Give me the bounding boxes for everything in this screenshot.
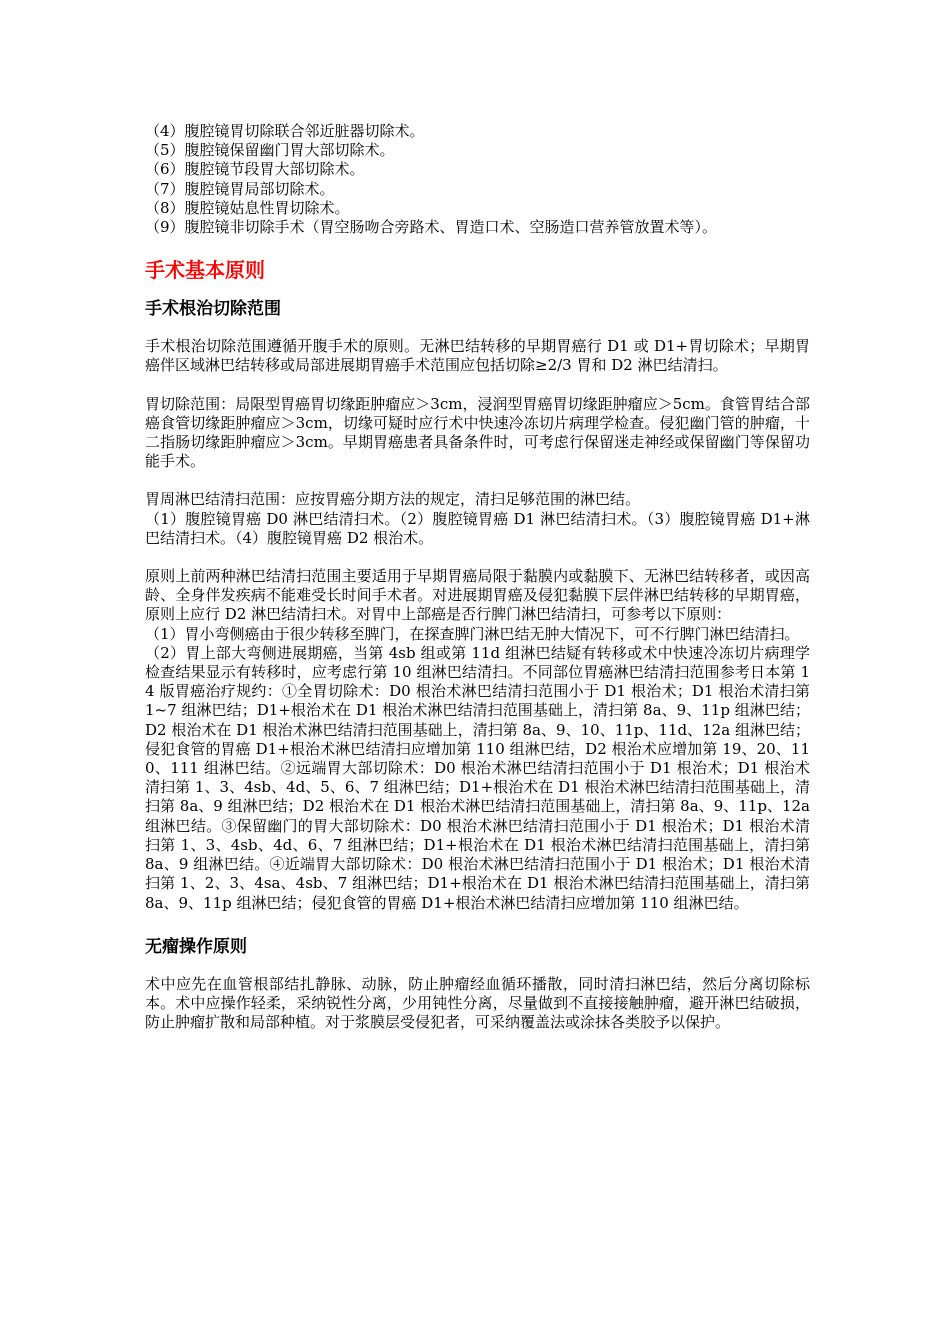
paragraph-lymph-node-types: （1）腹腔镜胃癌 D0 淋巴结清扫术。（2）腹腔镜胃癌 D1 淋巴结清扫术。（3）腹腔镜胃癌 D1+淋巴结清扫术。（4）腹腔镜胃癌 D2 根治术。	[145, 509, 810, 547]
list-item: （6）腹腔镜节段胃大部切除术。	[145, 160, 365, 179]
list-item: （7）腹腔镜胃局部切除术。	[145, 179, 335, 198]
paragraph-lesser-curvature: （1）胃小弯侧癌由于很少转移至脾门，在探查脾门淋巴结无肿大情况下，可不行脾门淋巴结清扫。	[145, 624, 800, 643]
document-page	[145, 122, 810, 1032]
list-item: （9）腹腔镜非切除手术（胃空肠吻合旁路术、胃造口术、空肠造口营养管放置术等）。	[145, 218, 718, 237]
list-item: （8）腹腔镜姑息性胃切除术。	[145, 198, 350, 217]
subsection-heading-tumor-free: 无瘤操作原则	[145, 936, 247, 957]
list-item: （5）腹腔镜保留幽门胃大部切除术。	[145, 141, 395, 160]
procedure-list	[145, 122, 810, 237]
paragraph-lymph-node-range: 胃周淋巴结清扫范围：应按胃癌分期方法的规定，清扫足够范围的淋巴结。	[145, 490, 641, 509]
subsection-heading-radical-resection: 手术根治切除范围	[145, 299, 281, 320]
paragraph-greater-curvature: （2）胃上部大弯侧进展期癌，当第 4sb 组或第 11d 组淋巴结疑有转移或术中快速冷冻切片病理学检查结果显示有转移时，应考虑行第 10 组淋巴结清扫。不同部位胃癌淋巴结清扫范围参考日本第 14 版胃癌治疗规约：①全胃切除术：D0 根治术淋巴结清扫范围小于 D1 根治术；D1 根治术清扫第 1~7 组淋巴结；D1+根治术在 D1 根治术淋巴结清扫范围基础上，清扫第 8a、9、11p 组淋巴结；D2 根治术在 D1 根治术淋巴结清扫范围基础上，清扫第 8a、9、10、11p、11d、12a 组淋巴结；侵犯食管的胃癌 D1+根治术淋巴结清扫应增加第 110 组淋巴结，D2 根治术应增加第 19、20、110、111 组淋巴结。②远端胃大部切除术：D0 根治术淋巴结清扫范围小于 D1 根治术；D1 根治术清扫第 1、3、4sb、4d、5、6、7 组淋巴结；D1+根治术在 D1 根治术淋巴结清扫范围基础上，清扫第 8a、9 组淋巴结；D2 根治术在 D1 根治术淋巴结清扫范围基础上，清扫第 8a、9、11p、12a 组淋巴结。③保留幽门的胃大部切除术：D0 根治术淋巴结清扫范围小于 D1 根治术；D1 根治术清扫第 1、3、4sb、4d、6、7 组淋巴结；D1+根治术在 D1 根治术淋巴结清扫范围基础上，清扫第 8a、9 组淋巴结。④近端胃大部切除术：D0 根治术淋巴结清扫范围小于 D1 根治术；D1 根治术清扫第 1、2、3、4sa、4sb、7 组淋巴结；D1+根治术在 D1 根治术淋巴结清扫范围基础上，清扫第 8a、9、11p 组淋巴结；侵犯食管的胃癌 D1+根治术淋巴结清扫应增加第 110 组淋巴结。	[145, 643, 810, 912]
paragraph-dissection-indications: 原则上前两种淋巴结清扫范围主要适用于早期胃癌局限于黏膜内或黏膜下、无淋巴结转移者，或因高龄、全身伴发疾病不能难受长时间手术者。对进展期胃癌及侵犯黏膜下层伴淋巴结转移的早期胃癌，原则上应行 D2 淋巴结清扫术。对胃中上部癌是否行脾门淋巴结清扫，可参考以下原则：	[145, 567, 810, 624]
list-item: （4）腹腔镜胃切除联合邻近脏器切除术。	[145, 122, 425, 140]
section-heading-surgical-principles: 手术基本原则	[145, 258, 265, 283]
paragraph-gastrectomy-range: 胃切除范围：局限型胃癌胃切缘距肿瘤应＞3cm，浸润型胃癌胃切缘距肿瘤应＞5cm。食管胃结合部癌食管切缘距肿瘤应＞3cm，切缘可疑时应行术中快速冷冻切片病理学检查。侵犯幽门管的肿瘤，十二指肠切缘距肿瘤应＞3cm。早期胃癌患者具备条件时，可考虑行保留迷走神经或保留幽门等保留功能手术。	[145, 394, 810, 471]
paragraph-resection-principle: 手术根治切除范围遵循开腹手术的原则。无淋巴结转移的早期胃癌行 D1 或 D1+胃切除术；早期胃癌伴区域淋巴结转移或局部进展期胃癌手术范围应包括切除≥2/3 胃和 D2 淋巴结清扫。	[145, 337, 810, 375]
paragraph-tumor-free-operation: 术中应先在血管根部结扎静脉、动脉，防止肿瘤经血循环播散，同时清扫淋巴结，然后分离切除标本。术中应操作轻柔，采纳锐性分离，少用钝性分离，尽量做到不直接接触肿瘤，避开淋巴结破损，防止肿瘤扩散和局部种植。对于浆膜层受侵犯者，可采纳覆盖法或涂抹各类胶予以保护。	[145, 974, 810, 1032]
